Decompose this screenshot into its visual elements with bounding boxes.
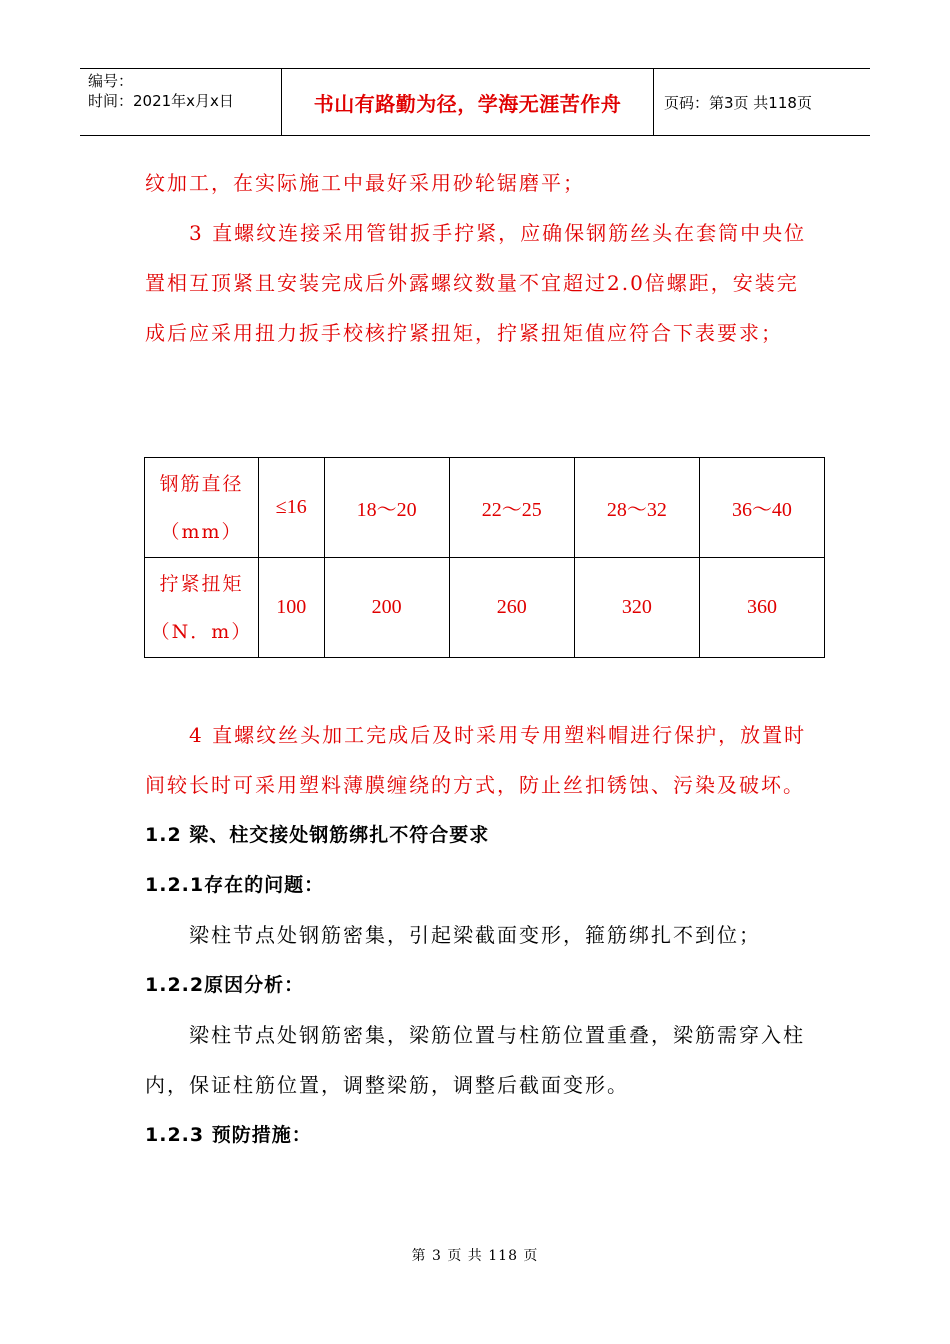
header-meta: [80, 69, 282, 135]
table-cell: 36～40: [699, 458, 824, 558]
table-cell: 28～32: [574, 458, 699, 558]
header-page-info: 页码：第3页 共118页: [664, 93, 812, 112]
table-cell: 100: [259, 558, 325, 658]
table-label-torque: 拧紧扭矩 （N．m）: [145, 558, 259, 658]
section-heading-1-2: 1.2 梁、柱交接处钢筋绑扎不符合要求: [145, 824, 490, 846]
text-block-top: [145, 158, 810, 358]
table-cell: 320: [574, 558, 699, 658]
table-row: [145, 558, 825, 658]
table-cell: ≤16: [259, 458, 325, 558]
page-header: [80, 68, 870, 136]
table-cell: 22～25: [449, 458, 574, 558]
paragraph-item-3: 3 直螺纹连接采用管钳扳手拧紧，应确保钢筋丝头在套筒中央位置相互顶紧且安装完成后外露螺纹数量不宜超过2.0倍螺距，安装完成后应采用扭力扳手校核拧紧扭矩，拧紧扭矩值应符合下表要求；: [145, 221, 807, 345]
paragraph-cause: 梁柱节点处钢筋密集，梁筋位置与柱筋位置重叠，梁筋需穿入柱内，保证柱筋位置，调整梁筋，调整后截面变形。: [145, 1023, 805, 1097]
table-cell: 360: [699, 558, 824, 658]
paragraph-continued: 纹加工，在实际施工中最好采用砂轮锯磨平；: [145, 171, 585, 195]
header-time: 时间：2021年x月x日: [88, 92, 234, 110]
text-block-bottom: [145, 710, 810, 1160]
table-cell: 18～20: [324, 458, 449, 558]
table-cell: 260: [449, 558, 574, 658]
section-heading-1-2-2: 1.2.2原因分析：: [145, 974, 305, 996]
torque-table: [144, 457, 825, 658]
paragraph-item-4: 4 直螺纹丝头加工完成后及时采用专用塑料帽进行保护，放置时间较长时可采用塑料薄膜缠绕的方式，防止丝扣锈蚀、污染及破坏。: [145, 723, 807, 797]
page-footer: 第 3 页 共 118 页: [411, 1248, 539, 1264]
section-heading-1-2-3: 1.2.3 预防措施：: [145, 1124, 312, 1146]
header-number: 编号：: [88, 72, 134, 90]
section-heading-1-2-1: 1.2.1存在的问题：: [145, 874, 325, 896]
header-motto: 书山有路勤为径，学海无涯苦作舟: [282, 69, 654, 135]
table-label-diameter: 钢筋直径 （mm）: [145, 458, 259, 558]
table-row: [145, 458, 825, 558]
table-cell: 200: [324, 558, 449, 658]
paragraph-problem: 梁柱节点处钢筋密集，引起梁截面变形，箍筋绑扎不到位；: [189, 923, 761, 947]
